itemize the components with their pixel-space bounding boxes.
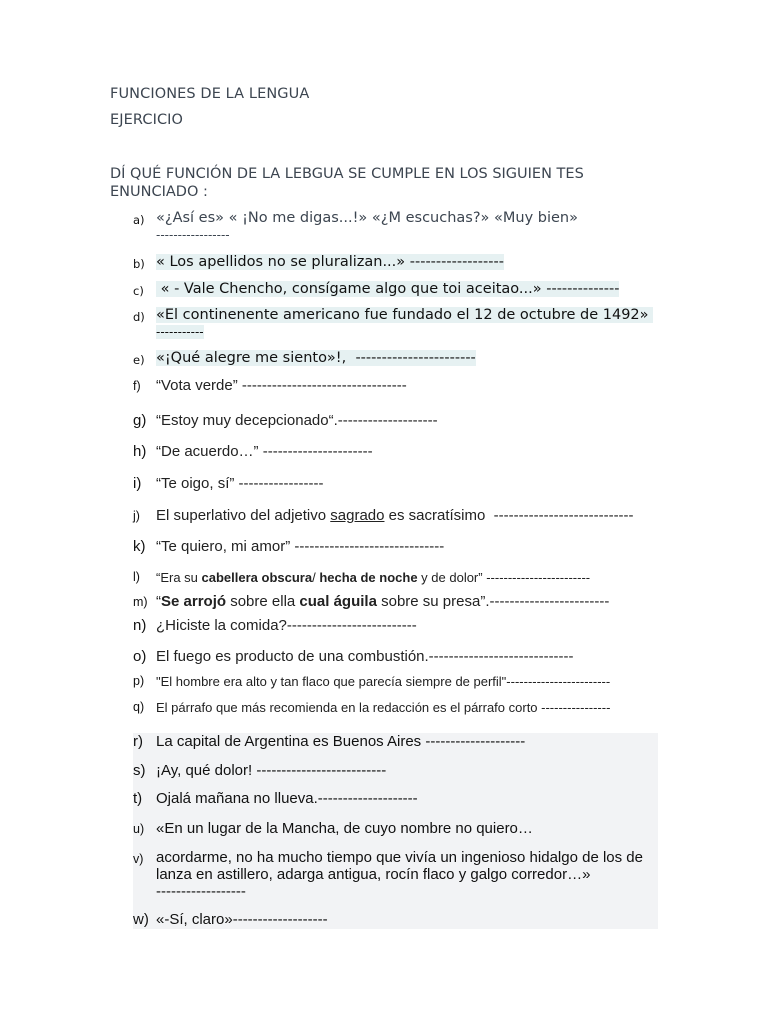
item-text: El párrafo que más recomienda en la redacción es el párrafo corto ---------------- — [156, 700, 611, 715]
list-marker: d) — [133, 310, 145, 324]
item-text: « - Vale Chencho, consígame algo que toi aceitao...» -------------- — [156, 281, 620, 297]
list-marker: j) — [133, 509, 140, 523]
item-text-part: / — [312, 570, 320, 585]
list-marker: h) — [133, 443, 147, 460]
item-text-end: es sacratísimo ---------------------------- — [384, 507, 634, 524]
item-text-part: sobre ella — [226, 593, 300, 610]
list-marker: p) — [133, 674, 145, 688]
bold-phrase: Se arrojó — [161, 593, 227, 610]
list-marker: q) — [133, 700, 145, 714]
item-text-part: “ — [156, 593, 161, 610]
list-marker: a) — [133, 213, 145, 227]
answer-line: ----------- — [156, 325, 204, 339]
item-text: “De acuerdo…” ---------------------- — [156, 443, 373, 460]
list-marker: b) — [133, 257, 145, 271]
item-text: “Te oigo, sí” ----------------- — [156, 475, 324, 492]
list-marker: e) — [133, 353, 145, 367]
list-marker: g) — [133, 412, 147, 429]
item-text: «-Sí, claro»------------------- — [156, 911, 328, 928]
list-marker: s) — [133, 762, 146, 779]
list-marker: i) — [133, 475, 142, 492]
item-text-part: sobre su presa”.------------------------ — [376, 593, 610, 610]
answer-line: ------------------ — [156, 883, 246, 900]
item-text: "El hombre era alto y tan flaco que parecía siempre de perfil"------------------------ — [156, 674, 611, 689]
item-text-start: El superlativo del adjetivo — [156, 507, 331, 524]
item-text: «¿Así es» « ¡No me digas...!» «¿M escuchas?» «Muy bien» — [156, 210, 578, 226]
item-text: «En un lugar de la Mancha, de cuyo nombre no quiero… — [156, 820, 533, 837]
item-text: Ojalá mañana no llueva.-------------------- — [156, 790, 418, 807]
exercise-instruction: DÍ QUÉ FUNCIÓN DE LA LEBGUA SE CUMPLE EN LOS SIGUIEN TES ENUNCIADO : — [110, 166, 584, 200]
list-marker: t) — [133, 790, 143, 807]
list-marker: n) — [133, 617, 147, 634]
item-text: ¿Hiciste la comida?-------------------------- — [156, 617, 417, 634]
underlined-word: sagrado — [330, 507, 385, 524]
list-marker: l) — [133, 570, 140, 584]
item-text: ¡Ay, qué dolor! -------------------------- — [156, 762, 387, 779]
list-marker: w) — [133, 911, 149, 928]
list-marker: c) — [133, 284, 144, 298]
document-subtitle: EJERCICIO — [110, 112, 184, 128]
answer-line: ----------------- — [156, 228, 230, 242]
item-text: «¡Qué alegre me siento»!, ----------------------- — [156, 350, 476, 366]
list-marker: m) — [133, 595, 148, 609]
item-text: « Los apellidos no se pluralizan...» ------------------ — [156, 254, 504, 270]
item-text: La capital de Argentina es Buenos Aires -------------------- — [156, 733, 526, 750]
list-marker: v) — [133, 852, 144, 866]
item-text: “Vota verde” --------------------------------- — [156, 377, 407, 394]
item-text-part: “Era su — [156, 570, 202, 585]
item-text: El fuego es producto de una combustión.----------------------------- — [156, 648, 574, 665]
list-marker: r) — [133, 733, 143, 750]
item-text-part: y de dolor” ------------------------ — [417, 570, 591, 585]
list-marker: o) — [133, 648, 147, 665]
item-text: «El continenente americano fue fundado el 12 de octubre de 1492» — [156, 307, 654, 323]
bold-phrase: cabellera obscura — [201, 570, 313, 585]
item-text: acordarme, no ha mucho tiempo que vivía un ingenioso hidalgo de los de lanza en astillero, adarga antigua, rocín flaco y galgo corredor…» — [156, 849, 643, 883]
bold-phrase: hecha de noche — [319, 570, 418, 585]
list-marker: u) — [133, 822, 145, 836]
document-title: FUNCIONES DE LA LENGUA — [110, 86, 310, 102]
list-marker: k) — [133, 538, 146, 555]
item-text: “Estoy muy decepcionado“.-------------------- — [156, 412, 438, 429]
list-marker: f) — [133, 379, 141, 393]
bold-phrase: cual águila — [299, 593, 377, 610]
item-text: “Te quiero, mi amor” ------------------------------ — [156, 538, 445, 555]
